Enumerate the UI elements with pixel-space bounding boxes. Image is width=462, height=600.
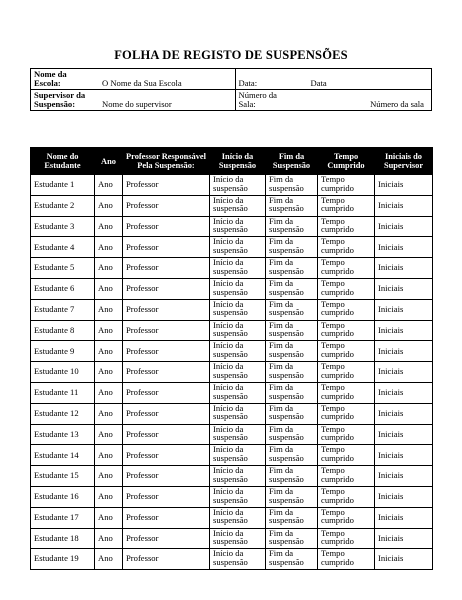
student-name-cell[interactable]: Estudante 3 [31,216,95,237]
table-row [31,216,433,237]
teacher-cell[interactable]: Professor [123,424,210,445]
time-cell[interactable]: Tempo cumprido [318,278,375,299]
header-initials: Iniciais do Supervisor [375,148,433,175]
teacher-cell[interactable]: Professor [123,382,210,403]
start-cell[interactable]: Início da suspensão [210,486,266,507]
start-cell[interactable]: Início da suspensão [210,507,266,528]
start-cell[interactable]: Início da suspensão [210,382,266,403]
year-cell[interactable]: Ano [95,195,123,216]
teacher-cell[interactable]: Professor [123,320,210,341]
initials-cell[interactable]: Iniciais [375,549,433,570]
time-cell[interactable]: Tempo cumprido [318,424,375,445]
student-name-cell[interactable]: Estudante 9 [31,341,95,362]
time-cell[interactable]: Tempo cumprido [318,320,375,341]
year-cell[interactable]: Ano [95,445,123,466]
teacher-cell[interactable]: Professor [123,278,210,299]
time-cell[interactable]: Tempo cumprido [318,445,375,466]
room-cell [235,90,431,111]
student-name-cell[interactable]: Estudante 11 [31,382,95,403]
end-cell[interactable]: Fim da suspensão [266,216,318,237]
initials-cell[interactable]: Iniciais [375,362,433,383]
date-cell [235,69,431,90]
initials-cell[interactable]: Iniciais [375,258,433,279]
year-cell[interactable]: Ano [95,278,123,299]
time-cell[interactable]: Tempo cumprido [318,362,375,383]
year-cell[interactable]: Ano [95,362,123,383]
teacher-cell[interactable]: Professor [123,175,210,196]
start-cell[interactable]: Início da suspensão [210,445,266,466]
student-name-cell[interactable]: Estudante 14 [31,445,95,466]
start-cell[interactable]: Início da suspensão [210,195,266,216]
end-cell[interactable]: Fim da suspensão [266,382,318,403]
time-cell[interactable]: Tempo cumprido [318,237,375,258]
start-cell[interactable]: Início da suspensão [210,341,266,362]
end-cell[interactable]: Fim da suspensão [266,466,318,487]
start-cell[interactable]: Início da suspensão [210,175,266,196]
initials-cell[interactable]: Iniciais [375,382,433,403]
table-body [31,175,433,570]
supervisor-cell [31,90,236,111]
school-label: Nome da Escola: [34,69,67,88]
teacher-cell[interactable]: Professor [123,299,210,320]
initials-cell[interactable]: Iniciais [375,341,433,362]
initials-cell[interactable]: Iniciais [375,237,433,258]
student-name-cell[interactable]: Estudante 18 [31,528,95,549]
end-cell[interactable]: Fim da suspensão [266,445,318,466]
date-value[interactable]: Data [310,78,327,88]
initials-cell[interactable]: Iniciais [375,216,433,237]
teacher-cell[interactable]: Professor [123,195,210,216]
supervisor-value[interactable]: Nome do supervisor [102,99,172,109]
time-cell[interactable]: Tempo cumprido [318,216,375,237]
year-cell[interactable]: Ano [95,341,123,362]
header-time: Tempo Cumprido [318,148,375,175]
initials-cell[interactable]: Iniciais [375,299,433,320]
start-cell[interactable]: Início da suspensão [210,216,266,237]
year-cell[interactable]: Ano [95,216,123,237]
start-cell[interactable]: Início da suspensão [210,424,266,445]
end-cell[interactable]: Fim da suspensão [266,175,318,196]
table-row [31,175,433,196]
table-row [31,486,433,507]
student-name-cell[interactable]: Estudante 8 [31,320,95,341]
time-cell[interactable]: Tempo cumprido [318,175,375,196]
student-name-cell[interactable]: Estudante 7 [31,299,95,320]
year-cell[interactable]: Ano [95,175,123,196]
teacher-cell[interactable]: Professor [123,528,210,549]
year-cell[interactable]: Ano [95,486,123,507]
table-row [31,528,433,549]
table-row [31,507,433,528]
table-row [31,549,433,570]
start-cell[interactable]: Início da suspensão [210,299,266,320]
time-cell[interactable]: Tempo cumprido [318,466,375,487]
end-cell[interactable]: Fim da suspensão [266,528,318,549]
time-cell[interactable]: Tempo cumprido [318,341,375,362]
initials-cell[interactable]: Iniciais [375,528,433,549]
year-cell[interactable]: Ano [95,528,123,549]
end-cell[interactable]: Fim da suspensão [266,486,318,507]
room-value[interactable]: Número da sala [370,99,424,109]
room-label: Número da Sala: [238,90,277,109]
header-end: Fim da Suspensão [266,148,318,175]
student-name-cell[interactable]: Estudante 6 [31,278,95,299]
student-name-cell[interactable]: Estudante 16 [31,486,95,507]
initials-cell[interactable]: Iniciais [375,195,433,216]
table-row [31,320,433,341]
supervisor-label: Supervisor da Suspensão: [34,90,86,109]
initials-cell[interactable]: Iniciais [375,403,433,424]
end-cell[interactable]: Fim da suspensão [266,424,318,445]
teacher-cell[interactable]: Professor [123,216,210,237]
teacher-cell[interactable]: Professor [123,466,210,487]
table-row [31,362,433,383]
year-cell[interactable]: Ano [95,424,123,445]
table-row [31,445,433,466]
initials-cell[interactable]: Iniciais [375,175,433,196]
table-row [31,258,433,279]
suspension-table [30,147,433,570]
teacher-cell[interactable]: Professor [123,507,210,528]
table-row [31,278,433,299]
table-row [31,299,433,320]
end-cell[interactable]: Fim da suspensão [266,320,318,341]
teacher-cell[interactable]: Professor [123,403,210,424]
table-row [31,195,433,216]
start-cell[interactable]: Início da suspensão [210,258,266,279]
header-student: Nome do Estudante [31,148,95,175]
student-name-cell[interactable]: Estudante 2 [31,195,95,216]
table-row [31,382,433,403]
info-table [30,68,432,111]
page-title: FOLHA DE REGISTO DE SUSPENSÕES [114,48,348,62]
initials-cell[interactable]: Iniciais [375,320,433,341]
table-row [31,341,433,362]
start-cell[interactable]: Início da suspensão [210,278,266,299]
start-cell[interactable]: Início da suspensão [210,466,266,487]
year-cell[interactable]: Ano [95,466,123,487]
teacher-cell[interactable]: Professor [123,549,210,570]
initials-cell[interactable]: Iniciais [375,445,433,466]
time-cell[interactable]: Tempo cumprido [318,507,375,528]
time-cell[interactable]: Tempo cumprido [318,528,375,549]
year-cell[interactable]: Ano [95,299,123,320]
end-cell[interactable]: Fim da suspensão [266,299,318,320]
header-teacher: Professor Responsável Pela Suspensão: [123,148,210,175]
year-cell[interactable]: Ano [95,403,123,424]
initials-cell[interactable]: Iniciais [375,466,433,487]
start-cell[interactable]: Início da suspensão [210,549,266,570]
teacher-cell[interactable]: Professor [123,237,210,258]
year-cell[interactable]: Ano [95,237,123,258]
start-cell[interactable]: Início da suspensão [210,237,266,258]
start-cell[interactable]: Início da suspensão [210,403,266,424]
table-row [31,466,433,487]
start-cell[interactable]: Início da suspensão [210,362,266,383]
time-cell[interactable]: Tempo cumprido [318,382,375,403]
teacher-cell[interactable]: Professor [123,445,210,466]
end-cell[interactable]: Fim da suspensão [266,362,318,383]
time-cell[interactable]: Tempo cumprido [318,403,375,424]
end-cell[interactable]: Fim da suspensão [266,278,318,299]
student-name-cell[interactable]: Estudante 12 [31,403,95,424]
table-row [31,424,433,445]
student-name-cell[interactable]: Estudante 15 [31,466,95,487]
table-row [31,403,433,424]
student-name-cell[interactable]: Estudante 19 [31,549,95,570]
year-cell[interactable]: Ano [95,382,123,403]
student-name-cell[interactable]: Estudante 10 [31,362,95,383]
start-cell[interactable]: Início da suspensão [210,528,266,549]
end-cell[interactable]: Fim da suspensão [266,403,318,424]
initials-cell[interactable]: Iniciais [375,486,433,507]
teacher-cell[interactable]: Professor [123,341,210,362]
end-cell[interactable]: Fim da suspensão [266,341,318,362]
initials-cell[interactable]: Iniciais [375,278,433,299]
year-cell[interactable]: Ano [95,258,123,279]
teacher-cell[interactable]: Professor [123,486,210,507]
year-cell[interactable]: Ano [95,320,123,341]
teacher-cell[interactable]: Professor [123,258,210,279]
school-cell [31,69,236,90]
time-cell[interactable]: Tempo cumprido [318,549,375,570]
end-cell[interactable]: Fim da suspensão [266,549,318,570]
student-name-cell[interactable]: Estudante 13 [31,424,95,445]
end-cell[interactable]: Fim da suspensão [266,237,318,258]
start-cell[interactable]: Início da suspensão [210,320,266,341]
time-cell[interactable]: Tempo cumprido [318,195,375,216]
end-cell[interactable]: Fim da suspensão [266,258,318,279]
time-cell[interactable]: Tempo cumprido [318,258,375,279]
teacher-cell[interactable]: Professor [123,362,210,383]
year-cell[interactable]: Ano [95,507,123,528]
header-year: Ano [95,148,123,175]
initials-cell[interactable]: Iniciais [375,507,433,528]
time-cell[interactable]: Tempo cumprido [318,486,375,507]
year-cell[interactable]: Ano [95,549,123,570]
school-value[interactable]: O Nome da Sua Escola [102,78,182,88]
initials-cell[interactable]: Iniciais [375,424,433,445]
student-name-cell[interactable]: Estudante 5 [31,258,95,279]
table-row [31,237,433,258]
end-cell[interactable]: Fim da suspensão [266,195,318,216]
student-name-cell[interactable]: Estudante 17 [31,507,95,528]
student-name-cell[interactable]: Estudante 4 [31,237,95,258]
header-start: Início da Suspensão [210,148,266,175]
date-label: Data: [238,78,258,88]
student-name-cell[interactable]: Estudante 1 [31,175,95,196]
end-cell[interactable]: Fim da suspensão [266,507,318,528]
time-cell[interactable]: Tempo cumprido [318,299,375,320]
